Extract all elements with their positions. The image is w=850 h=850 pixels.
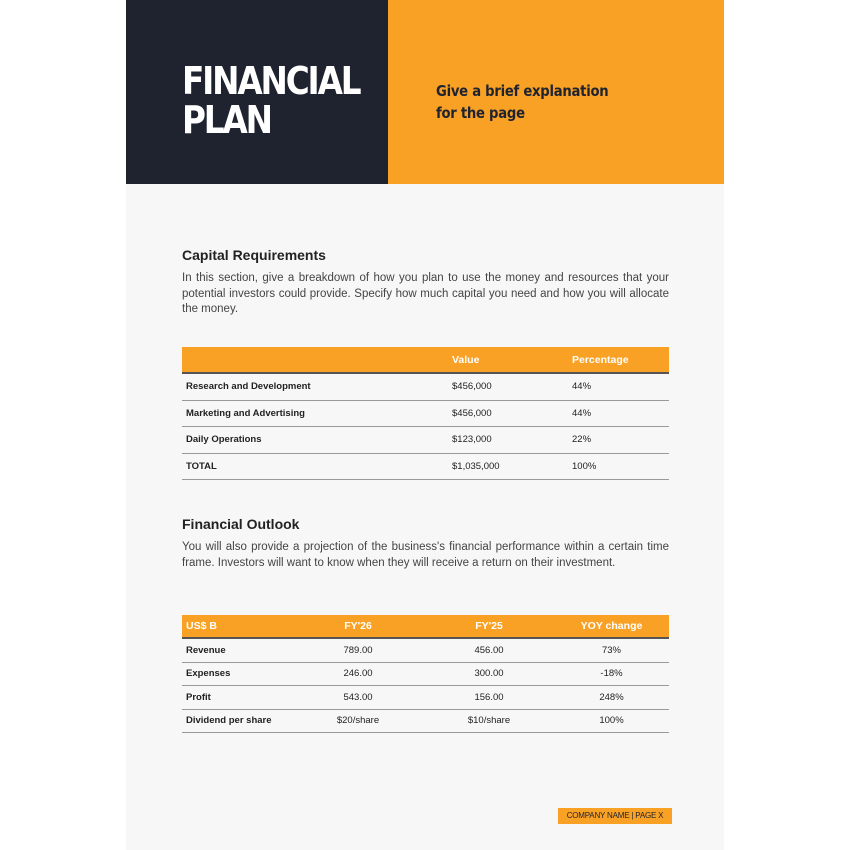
financial-outlook-heading: Financial Outlook <box>182 516 300 532</box>
table-header-row <box>182 347 669 373</box>
row-label: Revenue <box>182 638 292 662</box>
table-header-cell: YOY change <box>554 615 669 638</box>
row-yoy: 248% <box>554 686 669 710</box>
table-row <box>182 662 669 686</box>
table-row <box>182 638 669 662</box>
table-row <box>182 427 669 454</box>
document-page <box>126 0 724 850</box>
row-label: Dividend per share <box>182 709 292 733</box>
table-row-total <box>182 453 669 480</box>
financial-outlook-text: You will also provide a projection of the business's financial performance within a certain time frame. Investors will want to know when they will receive a return on their investment. <box>182 541 669 569</box>
row-value: $456,000 <box>448 373 568 400</box>
row-percentage: 22% <box>568 427 669 454</box>
row-label: TOTAL <box>182 453 448 480</box>
capital-requirements-table <box>182 347 669 480</box>
row-yoy: 100% <box>554 709 669 733</box>
row-fy26: 543.00 <box>292 686 424 710</box>
header-dark-panel <box>126 0 388 184</box>
row-label: Marketing and Advertising <box>182 400 448 427</box>
capital-requirements-text: In this section, give a breakdown of how you plan to use the money and resources that your potential investors could provide. Specify how much capital you need and how you will allocate the money. <box>182 272 669 315</box>
row-fy25: 300.00 <box>424 662 554 686</box>
table-header-cell: Value <box>448 347 568 373</box>
row-percentage: 44% <box>568 373 669 400</box>
table-row <box>182 709 669 733</box>
header-orange-panel <box>388 0 724 184</box>
row-label: Daily Operations <box>182 427 448 454</box>
row-fy26: 246.00 <box>292 662 424 686</box>
row-fy25: 156.00 <box>424 686 554 710</box>
row-fy25: $10/share <box>424 709 554 733</box>
page-title-line-1: FINANCIAL <box>182 59 360 103</box>
tagline-line-2: for the page <box>436 104 525 122</box>
row-value: $456,000 <box>448 400 568 427</box>
table-header-cell: FY'25 <box>424 615 554 638</box>
table-row <box>182 400 669 427</box>
table-header-cell: FY'26 <box>292 615 424 638</box>
page-title <box>182 59 360 142</box>
page-footer-badge: COMPANY NAME | PAGE X <box>558 808 672 824</box>
row-fy26: 789.00 <box>292 638 424 662</box>
page-tagline <box>436 80 608 124</box>
page-title-line-2: PLAN <box>182 98 271 142</box>
table-header-cell <box>182 347 448 373</box>
row-yoy: 73% <box>554 638 669 662</box>
table-header-row <box>182 615 669 638</box>
row-value: $1,035,000 <box>448 453 568 480</box>
tagline-line-1: Give a brief explanation <box>436 82 609 100</box>
financial-outlook-table <box>182 615 669 733</box>
row-percentage: 100% <box>568 453 669 480</box>
row-label: Research and Development <box>182 373 448 400</box>
row-yoy: -18% <box>554 662 669 686</box>
row-label: Profit <box>182 686 292 710</box>
row-fy25: 456.00 <box>424 638 554 662</box>
table-row <box>182 373 669 400</box>
table-header-cell: Percentage <box>568 347 669 373</box>
capital-requirements-heading: Capital Requirements <box>182 247 326 263</box>
row-percentage: 44% <box>568 400 669 427</box>
table-header-cell: US$ B <box>182 615 292 638</box>
row-label: Expenses <box>182 662 292 686</box>
row-fy26: $20/share <box>292 709 424 733</box>
table-row <box>182 686 669 710</box>
row-value: $123,000 <box>448 427 568 454</box>
